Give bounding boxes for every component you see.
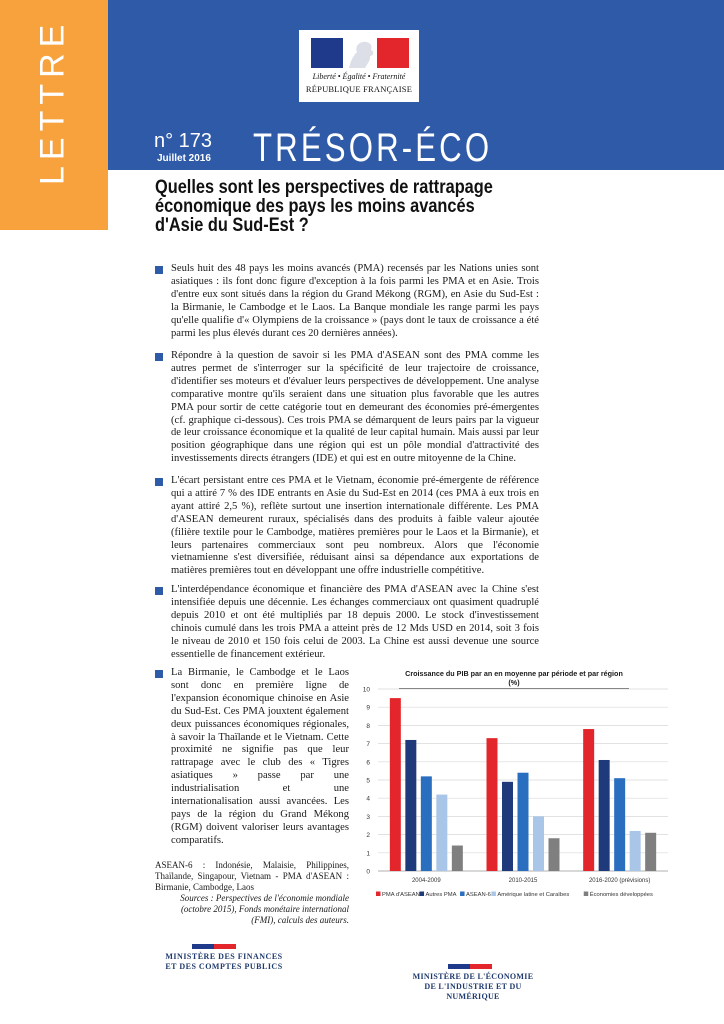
lettre-label: LETTRE <box>33 18 72 186</box>
paragraph-2: Répondre à la question de savoir si les PMA d'ASEAN sont des PMA comme les autres permet de s'interroger sur la spécificité de leur trajectoire de croissance, d'identifier ses moteurs et d'évaluer leurs perspectives de développement. Une analyse comparative montre qu'ils seraient dans une situation plus favorable que les autres PMA pour sortir de cette catégorie tout en demeurant des économies pré-émergentes (cf. graphique ci-dessous). Ces trois PMA se démarquent de leurs pairs par la vigueur de leur croissance économique et la qualité de leur capital humain. Mais aussi par leur position géographique dans une région qui est un pôle mondial d'attractivité des investissements directs étrangers (IDE) et qui est en outre mitoyenne de la Chine. <box>171 350 539 465</box>
bullet-marker <box>155 587 163 595</box>
chart-bar <box>390 698 401 871</box>
chart-bar <box>421 776 432 871</box>
chart-bar <box>533 816 544 871</box>
chart-bar <box>405 740 416 871</box>
paragraph-3: L'écart persistant entre ces PMA et le Vietnam, économie pré-émergente de référence qui a attiré 7 % des IDE entrants en Asie du Sud-Est en 2014 (ces PMA à eux trois en ayant attiré 2,5 %), reflète surtout une insertion internationale différente. Les PMA d'ASEAN demeurent ruraux, spécialisés dans des produits à faible valeur ajoutée (filière textile pour le Cambodge, matières premières pour le Laos et la Birmanie), et leurs partenaires commerciaux sont peu nombreux. Alors que l'économie vietnamienne s'est diversifiée, réduisant ainsi sa dépendance aux exportations de matières premières tout en développant une offre industrielle compétitive. <box>171 475 539 577</box>
paragraph-5: La Birmanie, le Cambodge et le Laos sont donc en première ligne de l'expansion économique chinoise en Asie du Sud-Est. Ces PMA jouxtent également deux puissances économiques régionales, à savoir la Thaïlande et le Vietnam. Cette proximité ne signifie pas que leur rattrapage avec le club des « Tigres asiatiques » passe par une industrialisation et une internationalisation aussi avancées. Les pays de la région du Grand Mékong (RGM) doivent valoriser leurs avantages comparatifs. <box>171 667 349 846</box>
y-tick-label: 8 <box>366 722 370 730</box>
y-tick-label: 0 <box>366 868 370 876</box>
ministry-flag-blue <box>448 964 470 969</box>
y-tick-label: 3 <box>366 813 370 821</box>
chart-bar <box>502 782 513 871</box>
y-tick-label: 2 <box>366 832 370 840</box>
chart-title: Croissance du PIB par an en moyenne par période et par région (%) <box>399 669 629 689</box>
logo-flag-red <box>377 38 409 68</box>
chart-bar <box>599 760 610 871</box>
paragraph-4: L'interdépendance économique et financière des PMA d'ASEAN avec la Chine s'est intensifiée depuis une décennie. Les échanges commerciaux ont quasiment quadruplé depuis 2010 et ont été multipliés par 18 depuis 2000. Le stock d'investissement chinois cumulé dans les trois PMA a atteint près de 12 Mds USD en 2014, soit 3 fois le niveau de 2010 et 150 fois celui de 2003. La Chine est aussi devenue une source essentielle de financement extérieur. <box>171 584 539 660</box>
x-tick-label: 2016-2020 (prévisions) <box>588 878 651 884</box>
chart-bar <box>614 778 625 871</box>
chart-bar <box>487 738 498 871</box>
ministry-economie-logo: MINISTÈRE DE L'ÉCONOMIE DE L'INDUSTRIE ET DU NUMÉRIQUE <box>412 972 534 1001</box>
bullet-marker <box>155 266 163 274</box>
chart-bar <box>549 838 560 871</box>
ministry-finances-logo: MINISTÈRE DES FINANCES ET DES COMPTES PUBLICS <box>165 952 283 971</box>
bullet-marker <box>155 670 163 678</box>
x-tick-label: 2010-2015 <box>508 878 538 884</box>
legend-swatch <box>584 892 589 897</box>
chart-bar <box>645 833 656 871</box>
logo-flag-blue <box>311 38 343 68</box>
chart-note: ASEAN-6 : Indonésie, Malaisie, Philippines, Thaïlande, Singapour, Vietnam - PMA d'ASEAN : Birmanie, Cambodge, Laos <box>155 860 349 892</box>
gdp-growth-bar-chart <box>356 680 674 910</box>
ministry-flag-blue <box>192 944 214 949</box>
bullet-marker <box>155 353 163 361</box>
legend-label: Économies développées <box>589 892 653 898</box>
legend-label: Amérique latine et Caraïbes <box>497 892 570 898</box>
ministry-flag-red <box>470 964 492 969</box>
y-tick-label: 9 <box>366 704 370 712</box>
legend-swatch <box>376 892 381 897</box>
y-tick-label: 10 <box>362 686 370 694</box>
chart-bar <box>583 729 594 871</box>
chart-bar <box>452 846 463 871</box>
issue-number: n° 173 <box>154 130 213 152</box>
y-tick-label: 5 <box>366 777 370 785</box>
paragraph-1: Seuls huit des 48 pays les moins avancés (PMA) recensés par les Nations unies sont asiatiques : ils font donc figure d'exception à la fois parmi les PMA et en Asie. Trois d'entre eux sont situés dans la région du Grand Mékong (RGM), en Asie du Sud-Est : la Birmanie, le Cambodge et le Laos. La Banque mondiale les range parmi les pays qu'elle qualifie d'« Olympiens de la croissance » (pays dont le taux de croissance a été parmi les plus élevés durant ces 20 dernières années). <box>171 263 539 339</box>
y-tick-label: 7 <box>366 741 370 749</box>
marianne-profile-icon <box>343 38 377 68</box>
legend-swatch <box>420 892 425 897</box>
x-tick-label: 2004-2009 <box>411 878 441 884</box>
bullet-marker <box>155 478 163 486</box>
ministry-flag-red <box>214 944 236 949</box>
republique-francaise-label: RÉPUBLIQUE FRANÇAISE <box>305 84 413 94</box>
y-tick-label: 6 <box>366 759 370 767</box>
legend-swatch <box>491 892 496 897</box>
article-headline: Quelles sont les perspectives de rattrapage économique des pays les moins avancés d'Asie du Sud-Est ? <box>155 177 493 236</box>
chart-bar <box>518 773 529 871</box>
y-tick-label: 1 <box>366 850 370 858</box>
legend-label: ASEAN-6 <box>466 892 491 898</box>
y-tick-label: 4 <box>366 795 370 803</box>
legend-swatch <box>460 892 465 897</box>
legend-label: Autres PMA <box>425 892 457 898</box>
issue-date: Juillet 2016 <box>157 153 211 164</box>
chart-bar <box>630 831 641 871</box>
chart-bar <box>436 795 447 871</box>
publication-title: TRÉSOR-ÉCO <box>253 126 493 170</box>
chart-sources: Sources : Perspectives de l'économie mondiale (octobre 2015), Fonds monétaire international (FMI), calculs des auteurs. <box>180 893 349 925</box>
legend-label: PMA d'ASEAN <box>382 892 420 898</box>
republic-motto: Liberté • Égalité • Fraternité <box>312 72 406 81</box>
